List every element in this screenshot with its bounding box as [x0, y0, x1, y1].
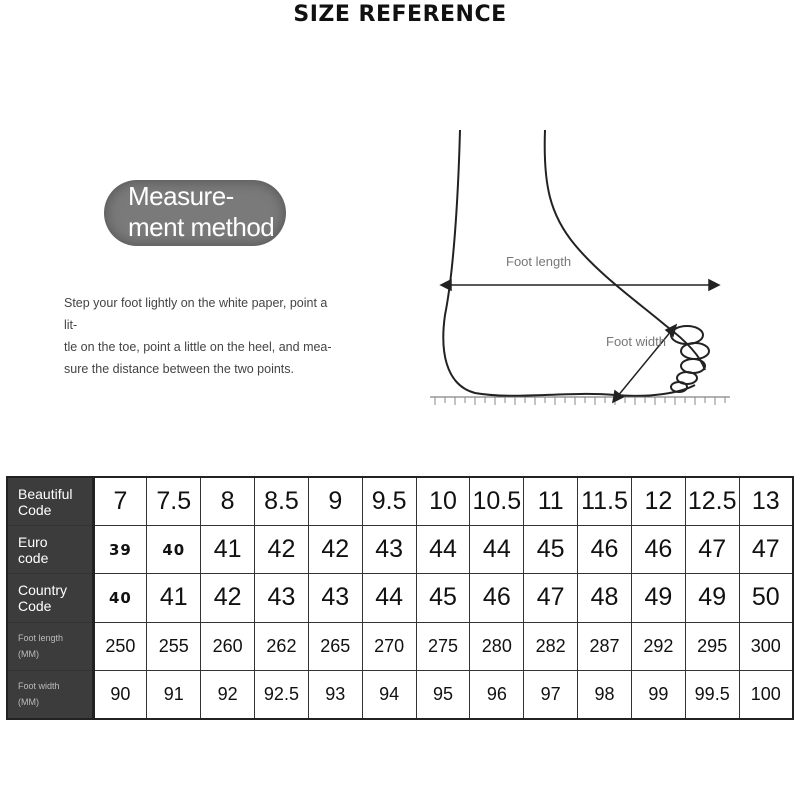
table-cell: 12 [631, 477, 685, 526]
foot-length-arrow [441, 280, 719, 290]
table-cell: 300 [739, 622, 793, 670]
row-label-beautiful-code: Beautiful Code [7, 477, 93, 526]
page-title: SIZE REFERENCE [293, 2, 507, 27]
table-cell: 99.5 [685, 670, 739, 719]
table-cell: 9.5 [362, 477, 416, 526]
table-cell: 46 [631, 526, 685, 574]
table-cell: 94 [362, 670, 416, 719]
instruction-line-1: Step your foot lightly on the white paper, point a lit- [64, 296, 328, 332]
table-cell: 44 [470, 526, 524, 574]
table-cell: 280 [470, 622, 524, 670]
table-cell: 100 [739, 670, 793, 719]
table-cell: 7 [93, 477, 147, 526]
table-cell: 262 [255, 622, 309, 670]
table-cell: 44 [362, 574, 416, 622]
table-cell: 45 [416, 574, 470, 622]
size-chart-table [6, 476, 794, 720]
table-cell: 95 [416, 670, 470, 719]
table-cell: 91 [147, 670, 201, 719]
table-cell: 10.5 [470, 477, 524, 526]
table-cell: 250 [93, 622, 147, 670]
table-row [7, 574, 793, 622]
table-cell: 97 [524, 670, 578, 719]
table-row [7, 670, 793, 719]
table-cell: 292 [631, 622, 685, 670]
table-cell: 11.5 [578, 477, 632, 526]
table-cell: 9 [308, 477, 362, 526]
table-cell: 47 [524, 574, 578, 622]
foot-measurement-diagram [425, 125, 735, 415]
table-cell: 8 [201, 477, 255, 526]
table-cell: 40 [93, 574, 147, 622]
foot-length-label: Foot length [506, 254, 572, 269]
table-cell: 47 [685, 526, 739, 574]
row-label-euro-code: Euro code [7, 526, 93, 574]
table-row [7, 477, 793, 526]
table-cell: 90 [93, 670, 147, 719]
badge-line-1: Measure- [128, 181, 234, 211]
table-cell: 41 [201, 526, 255, 574]
table-cell: 13 [739, 477, 793, 526]
table-cell: 39 [93, 526, 147, 574]
table-cell: 7.5 [147, 477, 201, 526]
table-row [7, 526, 793, 574]
table-cell: 42 [201, 574, 255, 622]
table-cell: 282 [524, 622, 578, 670]
table-cell: 98 [578, 670, 632, 719]
table-cell: 41 [147, 574, 201, 622]
table-cell: 295 [685, 622, 739, 670]
table-cell: 45 [524, 526, 578, 574]
measurement-method-label [128, 181, 288, 243]
table-cell: 44 [416, 526, 470, 574]
instruction-line-2: tle on the toe, point a little on the heel, and mea- [64, 340, 332, 354]
foot-width-label: Foot width [606, 334, 666, 349]
table-cell: 99 [631, 670, 685, 719]
toes [671, 326, 709, 392]
table-cell: 43 [308, 574, 362, 622]
table-cell: 93 [308, 670, 362, 719]
table-cell: 47 [739, 526, 793, 574]
table-cell: 10 [416, 477, 470, 526]
instruction-line-3: sure the distance between the two points. [64, 362, 295, 376]
table-cell: 270 [362, 622, 416, 670]
table-cell: 260 [201, 622, 255, 670]
table-cell: 12.5 [685, 477, 739, 526]
table-cell: 43 [362, 526, 416, 574]
table-cell: 275 [416, 622, 470, 670]
table-row [7, 622, 793, 670]
table-cell: 50 [739, 574, 793, 622]
table-cell: 8.5 [255, 477, 309, 526]
table-cell: 96 [470, 670, 524, 719]
table-cell: 42 [308, 526, 362, 574]
table-cell: 46 [578, 526, 632, 574]
row-label-foot-length: Foot length (MM) [7, 622, 93, 670]
row-label-country-code: Country Code [7, 574, 93, 622]
table-cell: 287 [578, 622, 632, 670]
table-cell: 265 [308, 622, 362, 670]
row-label-foot-width: Foot width (MM) [7, 670, 93, 719]
table-cell: 49 [631, 574, 685, 622]
table-cell: 48 [578, 574, 632, 622]
table-cell: 46 [470, 574, 524, 622]
table-cell: 43 [255, 574, 309, 622]
table-cell: 255 [147, 622, 201, 670]
badge-line-2: ment method [128, 212, 275, 242]
table-cell: 92.5 [255, 670, 309, 719]
table-cell: 42 [255, 526, 309, 574]
table-cell: 11 [524, 477, 578, 526]
measurement-instructions [64, 292, 336, 380]
table-cell: 49 [685, 574, 739, 622]
table-cell: 40 [147, 526, 201, 574]
ruler-ticks [435, 397, 725, 405]
table-cell: 92 [201, 670, 255, 719]
